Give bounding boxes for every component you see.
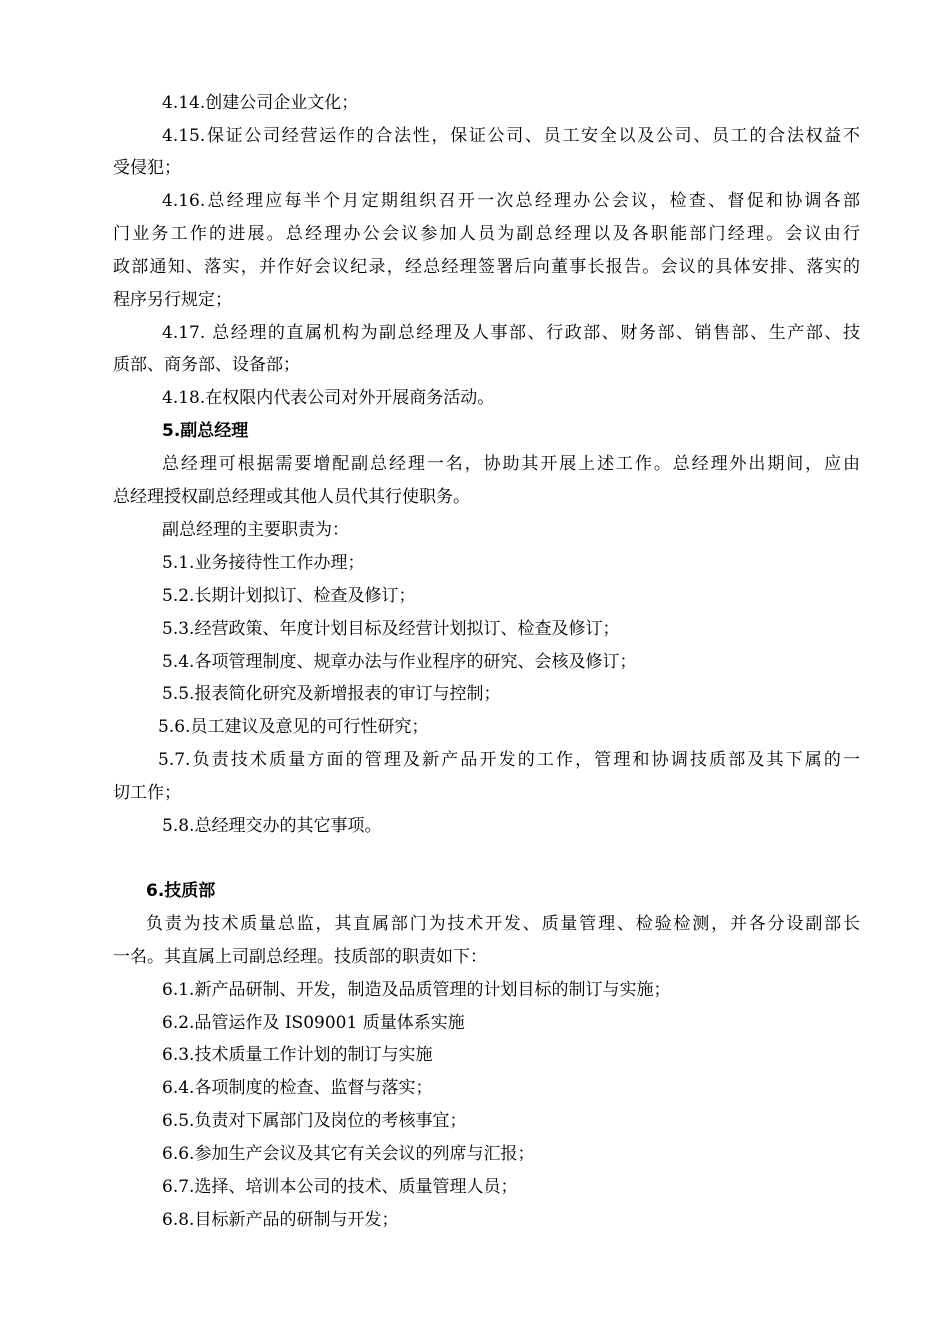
clause-6-6: 6.6.参加生产会议及其它有关会议的列席与汇报； xyxy=(162,1144,535,1164)
clause-4-18: 4.18.在权限内代表公司对外开展商务活动。 xyxy=(162,388,495,408)
clause-6-2: 6.2.品管运作及 IS09001 质量体系实施 xyxy=(162,1013,465,1033)
clause-4-14: 4.14.创建公司企业文化； xyxy=(162,93,359,113)
section-5-duties-lead: 副总经理的主要职责为： xyxy=(162,520,349,540)
clause-4-16-cont-3: 程序另行规定； xyxy=(113,290,232,310)
clause-4-16-cont-1: 门业务工作的进展。总经理办公会议参加人员为副总经理以及各职能部门经理。会议由行 xyxy=(113,224,860,244)
section-6-intro-cont: 一名。其直属上司副总经理。技质部的职责如下： xyxy=(113,947,487,967)
clause-4-17-cont: 质部、商务部、设备部； xyxy=(113,355,300,375)
clause-6-5: 6.5.负责对下属部门及岗位的考核事宜； xyxy=(162,1111,467,1131)
clause-5-7-cont: 切工作； xyxy=(113,783,181,803)
clause-5-1: 5.1.业务接待性工作办理； xyxy=(162,553,365,573)
clause-5-5: 5.5.报表简化研究及新增报表的审订与控制； xyxy=(162,684,501,704)
clause-5-2: 5.2.长期计划拟订、检查及修订； xyxy=(162,586,416,606)
clause-6-3: 6.3.技术质量工作计划的制订与实施 xyxy=(162,1045,433,1065)
clause-5-4: 5.4.各项管理制度、规章办法与作业程序的研究、会核及修订； xyxy=(162,652,637,672)
clause-5-7: 5.7.负责技术质量方面的管理及新产品开发的工作，管理和协调技质部及其下属的一 xyxy=(158,750,860,770)
section-5-heading: 5.副总经理 xyxy=(162,421,249,441)
clause-6-4: 6.4.各项制度的检查、监督与落实； xyxy=(162,1078,433,1098)
clause-4-17: 4.17. 总经理的直属机构为副总经理及人事部、行政部、财务部、销售部、生产部、技 xyxy=(162,323,860,343)
clause-4-15: 4.15.保证公司经营运作的合法性，保证公司、员工安全以及公司、员工的合法权益不 xyxy=(162,126,860,146)
clause-4-16-cont-2: 政部通知、落实，并作好会议纪录，经总经理签署后向董事长报告。会议的具体安排、落实的 xyxy=(113,257,860,277)
clause-6-8: 6.8.目标新产品的研制与开发； xyxy=(162,1210,399,1230)
clause-5-3: 5.3.经营政策、年度计划目标及经营计划拟订、检查及修订； xyxy=(162,619,620,639)
clause-6-7: 6.7.选择、培训本公司的技术、质量管理人员； xyxy=(162,1177,518,1197)
clause-4-16: 4.16.总经理应每半个月定期组织召开一次总经理办公会议，检查、督促和协调各部 xyxy=(162,191,860,211)
clause-5-8: 5.8.总经理交办的其它事项。 xyxy=(162,816,382,836)
clause-4-15-cont: 受侵犯； xyxy=(113,158,181,178)
section-5-intro-cont: 总经理授权副总经理或其他人员代其行使职务。 xyxy=(113,487,470,507)
clause-6-1: 6.1.新产品研制、开发，制造及品质管理的计划目标的制订与实施； xyxy=(162,980,671,1000)
section-6-heading: 6.技质部 xyxy=(146,881,216,901)
clause-5-6: 5.6.员工建议及意见的可行性研究； xyxy=(158,717,429,737)
section-5-intro: 总经理可根据需要增配副总经理一名，协助其开展上述工作。总经理外出期间，应由 xyxy=(162,454,860,474)
section-6-intro: 负责为技术质量总监，其直属部门为技术开发、质量管理、检验检测，并各分设副部长 xyxy=(146,914,860,934)
